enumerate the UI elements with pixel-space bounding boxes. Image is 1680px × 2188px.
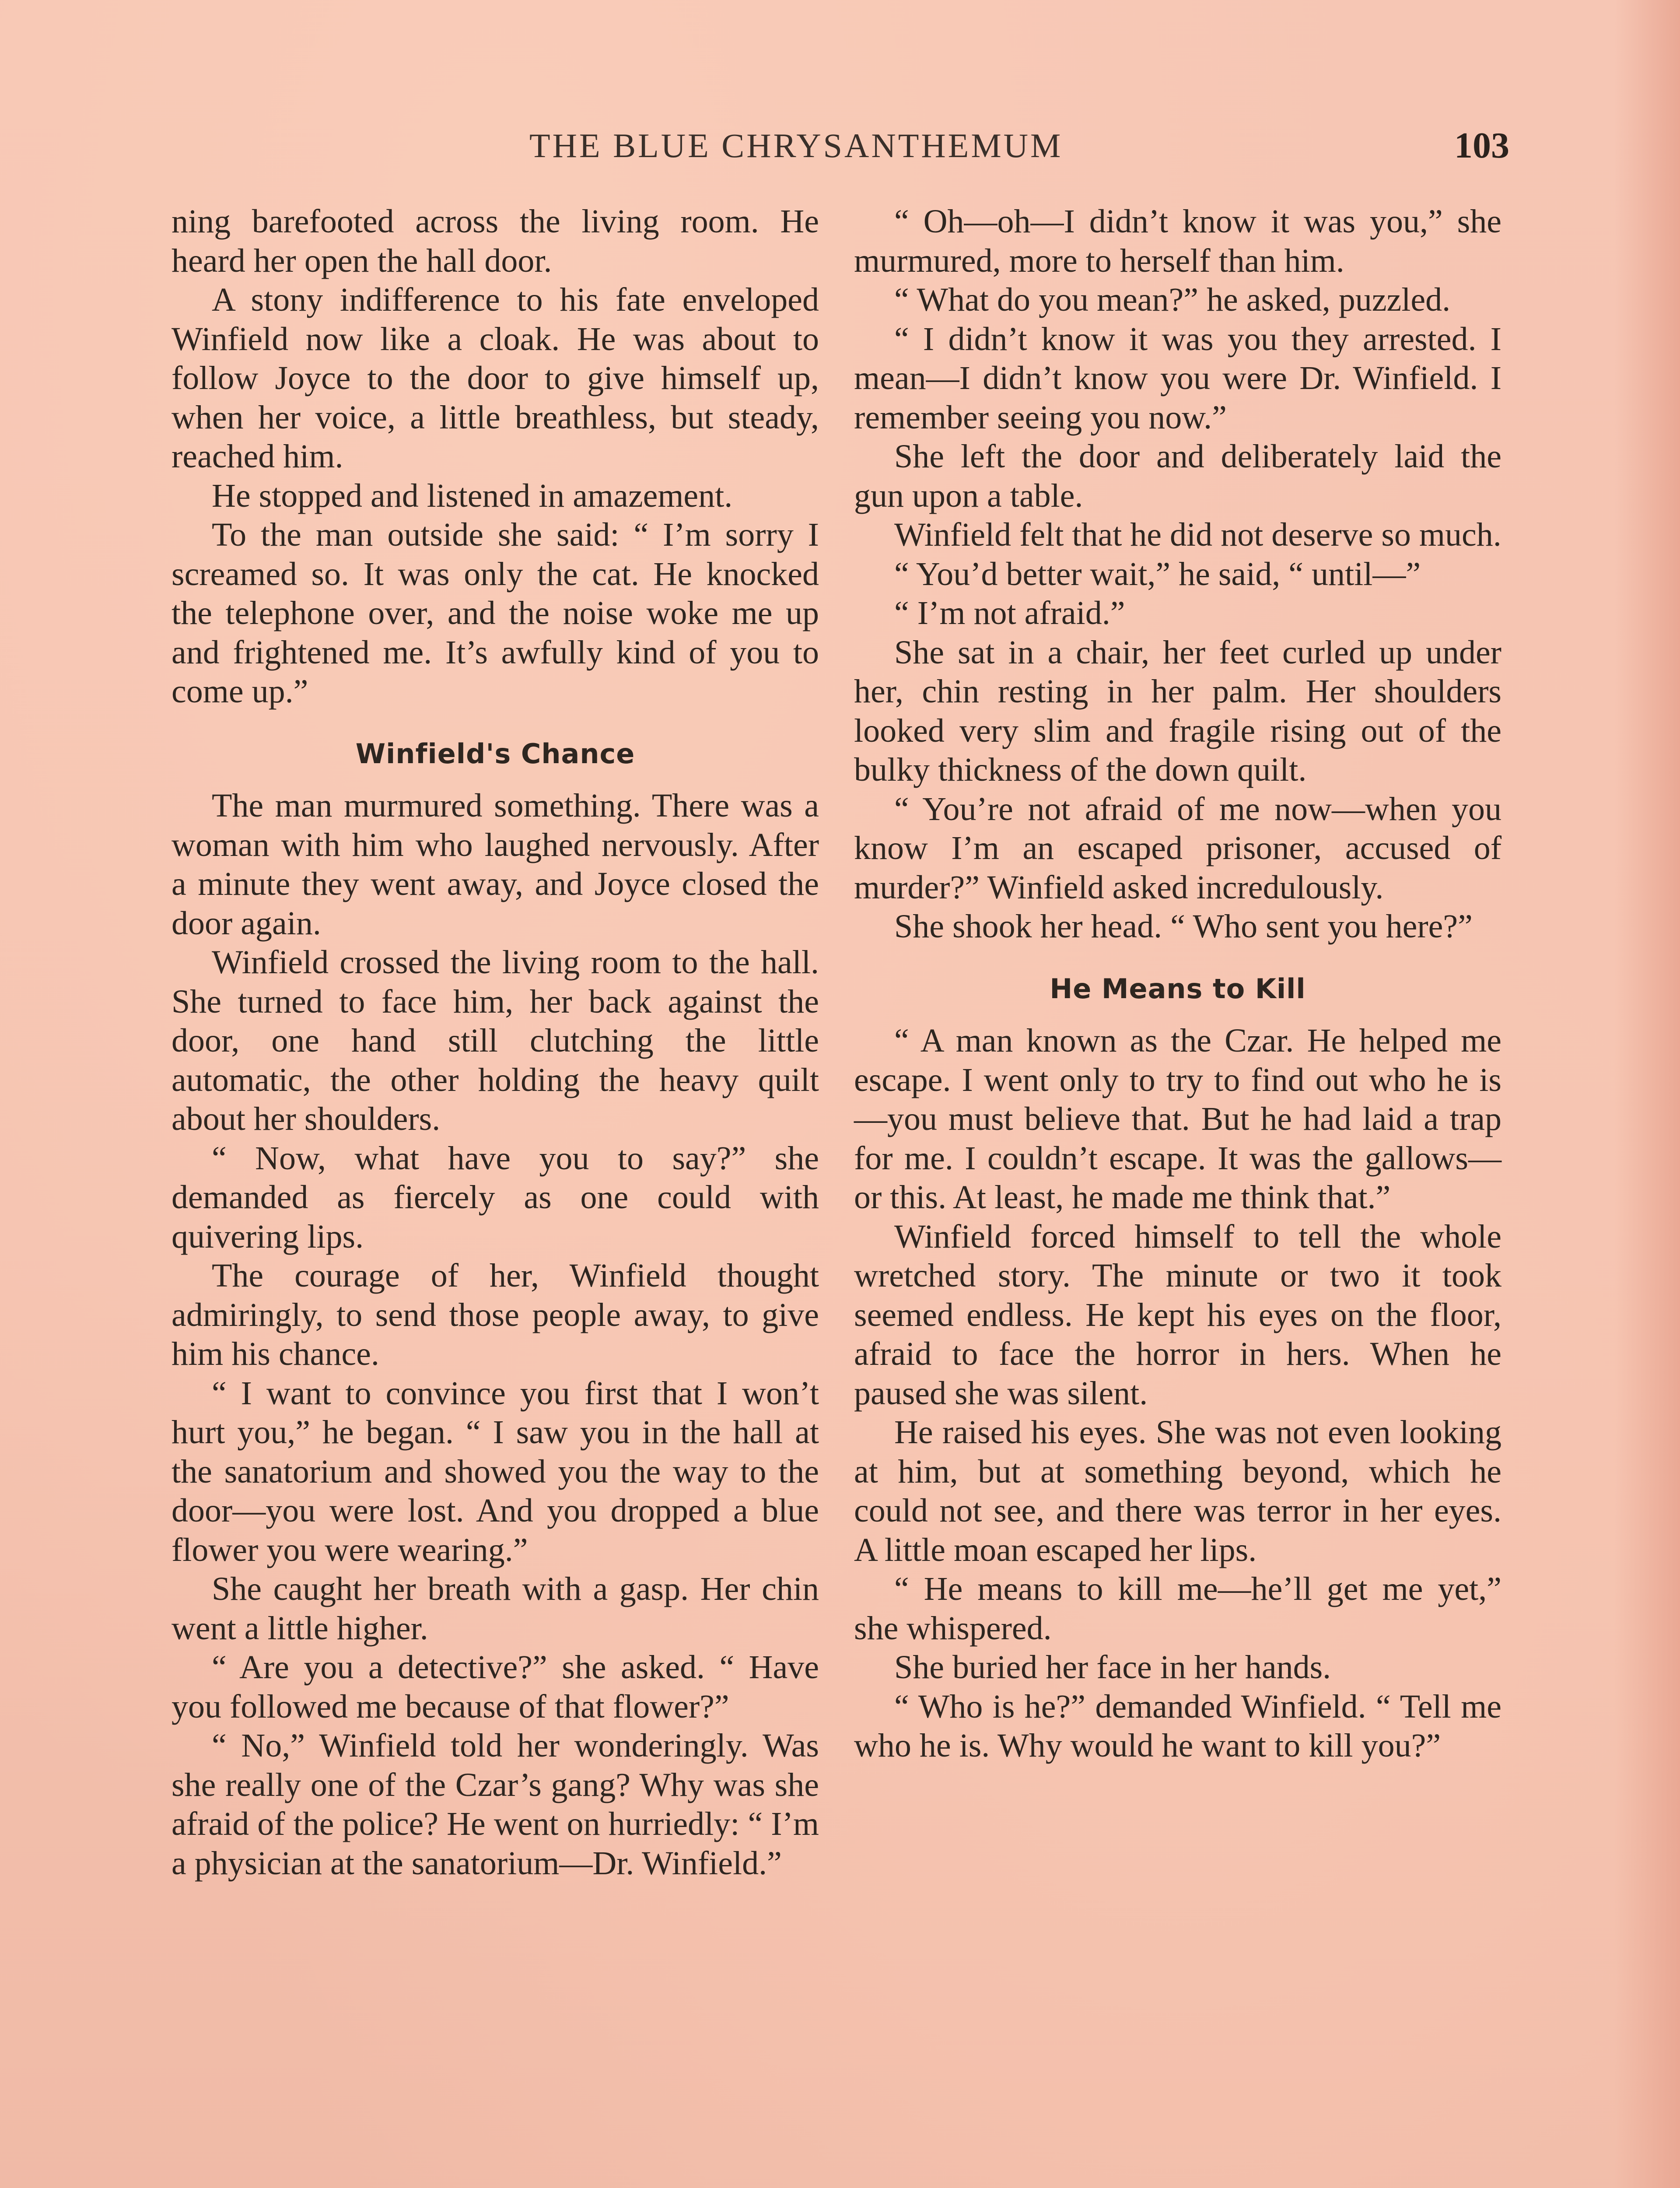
paragraph: “ I’m not afraid.” — [894, 595, 1125, 631]
running-title: THE BLUE CHRYSANTHEMUM — [529, 126, 1063, 165]
paragraph: She buried her face in her hands. — [894, 1649, 1331, 1686]
paragraph: She left the door and deliberately laid the gun upon a table. — [854, 438, 1502, 514]
paragraph: He raised his eyes. She was not even looking at him, but at something beyond, which he could not see, and there was terror in her eyes. A little moan escaped her lips. — [854, 1414, 1502, 1568]
paragraph: She caught her breath with a gasp. Her chin went a little higher. — [172, 1571, 819, 1647]
page-header — [171, 126, 1509, 174]
right-column — [854, 202, 1502, 1766]
paragraph: “ What do you mean?” he asked, puzzled. — [894, 281, 1451, 318]
paragraph: Winfield felt that he did not deserve so much. — [894, 516, 1502, 553]
paragraph: “ You’re not afraid of me now—when you know I’m an escaped prisoner, accused of murder?” Winfield asked incredulously. — [854, 790, 1502, 906]
paragraph: “ A man known as the Czar. He helped me escape. I went only to try to find out who he is—you must believe that. But he had laid a trap for me. I couldn’t escape. It was the gallows—or this. At least, he made me think that.” — [854, 1022, 1502, 1216]
section-subhead: He Means to Kill — [1050, 972, 1306, 1005]
paragraph: He stopped and listened in amazement. — [212, 477, 733, 514]
paragraph: “ Who is he?” demanded Winfield. “ Tell me who he is. Why would he want to kill you?” — [854, 1688, 1502, 1764]
paragraph: “ Are you a detective?” she asked. “ Have you followed me because of that flower?” — [172, 1649, 819, 1725]
left-column — [172, 202, 819, 1883]
page-edge-shading — [1614, 0, 1680, 2188]
paragraph: Winfield forced himself to tell the whole wretched story. The minute or two it took seemed endless. He kept his eyes on the floor, afraid to face the horror in hers. When he paused she was silent. — [854, 1218, 1502, 1412]
page-number: 103 — [1454, 125, 1509, 166]
paragraph: “ You’d better wait,” he said, “ until—” — [894, 555, 1421, 593]
paragraph: To the man outside she said: “ I’m sorry I screamed so. It was only the cat. He knocked the telephone over, and the noise woke me up and frightened me. It’s awfully kind of you to come up.” — [172, 516, 819, 710]
paragraph: Winfield crossed the living room to the hall. She turned to face him, her back against the door, one hand still clutching the little automatic, the other holding the heavy quilt about her shoulders. — [172, 944, 819, 1137]
paragraph: “ I want to convince you first that I won’t hurt you,” he began. “ I saw you in the hall at the sanatorium and showed you the way to the door—you were lost. And you dropped a blue flower you were wearing.” — [172, 1375, 819, 1568]
paragraph: The man murmured something. There was a woman with him who laughed nervously. After a minute they went away, and Joyce closed the door again. — [172, 787, 819, 942]
paragraph: “ No,” Winfield told her wonderingly. Was she really one of the Czar’s gang? Why was she afraid of the police? He went on hurriedly: “ I’m a physician at the sanatorium—Dr. Winfield.” — [172, 1727, 819, 1882]
paragraph: A stony indifference to his fate enveloped Winfield now like a cloak. He was about to follow Joyce to the door to give himself up, when her voice, a little breathless, but steady, reached him. — [172, 281, 819, 475]
paragraph: She shook her head. “ Who sent you here?” — [894, 908, 1473, 945]
paragraph: She sat in a chair, her feet curled up under her, chin resting in her palm. Her shoulders looked very slim and fragile rising out of the bulky thickness of the down quilt. — [854, 634, 1502, 788]
paragraph: The courage of her, Winfield thought admiringly, to send those people away, to give him his chance. — [172, 1257, 819, 1372]
section-subhead: Winfield's Chance — [355, 737, 635, 770]
paragraph: “ I didn’t know it was you they arrested. I mean—I didn’t know you were Dr. Winfield. I remember seeing you now.” — [854, 320, 1502, 436]
paragraph: ning barefooted across the living room. He heard her open the hall door. — [172, 203, 819, 279]
paragraph: “ He means to kill me—he’ll get me yet,” she whispered. — [854, 1571, 1502, 1647]
paragraph: “ Now, what have you to say?” she demanded as fiercely as one could with quivering lips. — [172, 1140, 819, 1255]
paragraph: “ Oh—oh—I didn’t know it was you,” she murmured, more to herself than him. — [854, 203, 1502, 279]
